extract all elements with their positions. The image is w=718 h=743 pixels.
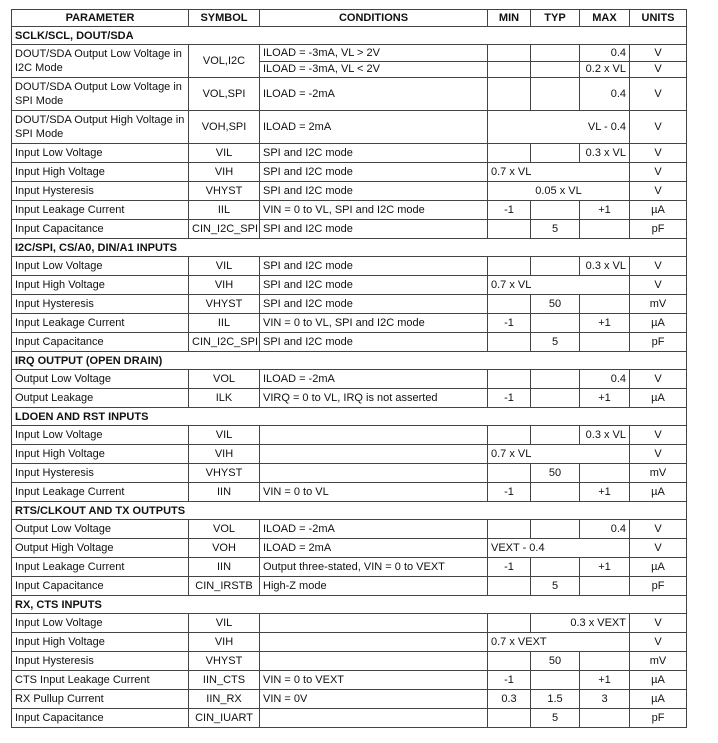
header-typ: TYP bbox=[531, 10, 580, 27]
param-cell: Input Capacitance bbox=[12, 709, 189, 728]
units-cell: V bbox=[630, 182, 687, 201]
header-max: MAX bbox=[580, 10, 630, 27]
conditions-cell: SPI and I2C mode bbox=[260, 220, 488, 239]
min-cell bbox=[488, 144, 531, 163]
min-cell bbox=[488, 426, 531, 445]
param-cell: Input Hysteresis bbox=[12, 652, 189, 671]
units-cell: V bbox=[630, 633, 687, 652]
min-cell: 0.7 x VL bbox=[488, 445, 630, 464]
min-cell bbox=[488, 520, 531, 539]
symbol-cell: CIN_I2C_SPI bbox=[189, 220, 260, 239]
header-min: MIN bbox=[488, 10, 531, 27]
max-cell: 0.3 x VL bbox=[580, 144, 630, 163]
units-cell: µA bbox=[630, 690, 687, 709]
units-cell: mV bbox=[630, 652, 687, 671]
symbol-cell: VIL bbox=[189, 257, 260, 276]
param-cell: Input Hysteresis bbox=[12, 295, 189, 314]
param-cell: Output Low Voltage bbox=[12, 520, 189, 539]
typ-cell bbox=[531, 389, 580, 408]
typ-cell bbox=[531, 314, 580, 333]
conditions-cell: SPI and I2C mode bbox=[260, 182, 488, 201]
typ-cell: 0.05 x VL bbox=[488, 182, 630, 201]
max-cell bbox=[580, 577, 630, 596]
symbol-cell: CIN_IRSTB bbox=[189, 577, 260, 596]
conditions-cell: Output three-stated, VIN = 0 to VEXT bbox=[260, 558, 488, 577]
header-parameter: PARAMETER bbox=[12, 10, 189, 27]
symbol-cell: IIL bbox=[189, 201, 260, 220]
symbol-cell: IIL bbox=[189, 314, 260, 333]
max-cell: 0.4 bbox=[580, 520, 630, 539]
conditions-cell: High-Z mode bbox=[260, 577, 488, 596]
symbol-cell: VOH bbox=[189, 539, 260, 558]
typ-cell bbox=[531, 78, 580, 111]
param-cell: Input Low Voltage bbox=[12, 144, 189, 163]
param-cell: Output Low Voltage bbox=[12, 370, 189, 389]
electrical-characteristics-table bbox=[11, 9, 687, 728]
symbol-cell: VIL bbox=[189, 614, 260, 633]
symbol-cell: CIN_I2C_SPI bbox=[189, 333, 260, 352]
max-cell bbox=[580, 652, 630, 671]
units-cell: µA bbox=[630, 671, 687, 690]
min-cell bbox=[488, 257, 531, 276]
units-cell: pF bbox=[630, 577, 687, 596]
typ-cell bbox=[531, 201, 580, 220]
symbol-cell: VIH bbox=[189, 276, 260, 295]
max-cell bbox=[580, 709, 630, 728]
min-cell: -1 bbox=[488, 671, 531, 690]
min-cell bbox=[488, 709, 531, 728]
max-cell: 0.4 bbox=[580, 45, 630, 62]
units-cell: V bbox=[630, 45, 687, 62]
min-cell bbox=[488, 61, 531, 78]
param-cell: Input Leakage Current bbox=[12, 201, 189, 220]
section-header: RX, CTS INPUTS bbox=[12, 596, 687, 614]
units-cell: µA bbox=[630, 558, 687, 577]
symbol-cell: VHYST bbox=[189, 464, 260, 483]
symbol-cell: VOH,SPI bbox=[189, 111, 260, 144]
typ-cell: 1.5 bbox=[531, 690, 580, 709]
units-cell: pF bbox=[630, 709, 687, 728]
param-cell: Input High Voltage bbox=[12, 633, 189, 652]
max-cell: 0.2 x VL bbox=[580, 61, 630, 78]
param-cell: Input Hysteresis bbox=[12, 464, 189, 483]
header-row bbox=[12, 10, 687, 27]
param-cell: Output High Voltage bbox=[12, 539, 189, 558]
conditions-cell: ILOAD = 2mA bbox=[260, 539, 488, 558]
symbol-cell: ILK bbox=[189, 389, 260, 408]
param-cell: Input Capacitance bbox=[12, 577, 189, 596]
min-cell: VL - 0.4 bbox=[488, 111, 630, 144]
min-cell: -1 bbox=[488, 389, 531, 408]
min-cell: VEXT - 0.4 bbox=[488, 539, 630, 558]
param-cell: DOUT/SDA Output High Voltage in SPI Mode bbox=[12, 111, 189, 144]
symbol-cell: IIN_RX bbox=[189, 690, 260, 709]
min-cell: 0.7 x VL bbox=[488, 163, 630, 182]
conditions-cell: ILOAD = -2mA bbox=[260, 370, 488, 389]
symbol-cell: VHYST bbox=[189, 182, 260, 201]
units-cell: mV bbox=[630, 464, 687, 483]
max-cell: +1 bbox=[580, 201, 630, 220]
conditions-cell bbox=[260, 445, 488, 464]
typ-cell: 5 bbox=[531, 220, 580, 239]
conditions-cell: VIN = 0 to VL, SPI and I2C mode bbox=[260, 201, 488, 220]
units-cell: V bbox=[630, 144, 687, 163]
units-cell: V bbox=[630, 426, 687, 445]
min-cell bbox=[488, 614, 531, 633]
conditions-cell: SPI and I2C mode bbox=[260, 163, 488, 182]
units-cell: V bbox=[630, 539, 687, 558]
units-cell: V bbox=[630, 163, 687, 182]
units-cell: µA bbox=[630, 314, 687, 333]
min-cell: -1 bbox=[488, 483, 531, 502]
param-cell: Input Low Voltage bbox=[12, 614, 189, 633]
max-cell: 0.3 x VL bbox=[580, 257, 630, 276]
param-cell: Input Leakage Current bbox=[12, 558, 189, 577]
min-cell bbox=[488, 464, 531, 483]
typ-cell bbox=[531, 144, 580, 163]
typ-cell bbox=[531, 61, 580, 78]
param-cell: Input Capacitance bbox=[12, 220, 189, 239]
typ-cell bbox=[531, 45, 580, 62]
param-cell: Input Leakage Current bbox=[12, 314, 189, 333]
units-cell: pF bbox=[630, 333, 687, 352]
units-cell: V bbox=[630, 614, 687, 633]
min-cell bbox=[488, 333, 531, 352]
units-cell: V bbox=[630, 370, 687, 389]
max-cell: +1 bbox=[580, 483, 630, 502]
min-cell bbox=[488, 652, 531, 671]
symbol-cell: VIH bbox=[189, 163, 260, 182]
units-cell: µA bbox=[630, 389, 687, 408]
min-cell bbox=[488, 78, 531, 111]
symbol-cell: VOL,I2C bbox=[189, 45, 260, 78]
header-symbol: SYMBOL bbox=[189, 10, 260, 27]
conditions-cell bbox=[260, 709, 488, 728]
max-cell: 3 bbox=[580, 690, 630, 709]
param-cell: Input Hysteresis bbox=[12, 182, 189, 201]
units-cell: V bbox=[630, 257, 687, 276]
conditions-cell bbox=[260, 426, 488, 445]
min-cell: -1 bbox=[488, 558, 531, 577]
conditions-cell: ILOAD = -2mA bbox=[260, 78, 488, 111]
typ-cell bbox=[531, 520, 580, 539]
min-cell: -1 bbox=[488, 201, 531, 220]
conditions-cell bbox=[260, 652, 488, 671]
max-cell: +1 bbox=[580, 671, 630, 690]
symbol-cell: VOL bbox=[189, 520, 260, 539]
max-cell: 0.4 bbox=[580, 78, 630, 111]
typ-cell bbox=[531, 483, 580, 502]
max-cell bbox=[580, 295, 630, 314]
param-cell: Input High Voltage bbox=[12, 276, 189, 295]
section-header: IRQ OUTPUT (OPEN DRAIN) bbox=[12, 352, 687, 370]
units-cell: V bbox=[630, 445, 687, 464]
typ-cell: 5 bbox=[531, 709, 580, 728]
conditions-cell: SPI and I2C mode bbox=[260, 295, 488, 314]
symbol-cell: VHYST bbox=[189, 295, 260, 314]
conditions-cell: ILOAD = -3mA, VL > 2V bbox=[260, 45, 488, 62]
header-units: UNITS bbox=[630, 10, 687, 27]
min-cell: 0.3 bbox=[488, 690, 531, 709]
param-cell: DOUT/SDA Output Low Voltage in I2C Mode bbox=[12, 45, 189, 78]
param-cell: Input Leakage Current bbox=[12, 483, 189, 502]
min-cell: 0.7 x VEXT bbox=[488, 633, 630, 652]
conditions-cell: VIN = 0 to VL, SPI and I2C mode bbox=[260, 314, 488, 333]
symbol-cell: IIN bbox=[189, 483, 260, 502]
symbol-cell: VHYST bbox=[189, 652, 260, 671]
param-cell: Input Low Voltage bbox=[12, 426, 189, 445]
max-cell: 0.4 bbox=[580, 370, 630, 389]
max-cell: 0.3 x VEXT bbox=[531, 614, 630, 633]
conditions-cell: SPI and I2C mode bbox=[260, 276, 488, 295]
symbol-cell: VIL bbox=[189, 144, 260, 163]
typ-cell: 5 bbox=[531, 333, 580, 352]
conditions-cell: SPI and I2C mode bbox=[260, 144, 488, 163]
conditions-cell bbox=[260, 464, 488, 483]
max-cell: +1 bbox=[580, 389, 630, 408]
max-cell: +1 bbox=[580, 558, 630, 577]
symbol-cell: VOL bbox=[189, 370, 260, 389]
typ-cell: 50 bbox=[531, 652, 580, 671]
max-cell bbox=[580, 333, 630, 352]
conditions-cell: ILOAD = -2mA bbox=[260, 520, 488, 539]
conditions-cell bbox=[260, 614, 488, 633]
param-cell: Output Leakage bbox=[12, 389, 189, 408]
conditions-cell: SPI and I2C mode bbox=[260, 333, 488, 352]
units-cell: µA bbox=[630, 201, 687, 220]
typ-cell: 5 bbox=[531, 577, 580, 596]
conditions-cell: ILOAD = -3mA, VL < 2V bbox=[260, 61, 488, 78]
min-cell bbox=[488, 45, 531, 62]
param-cell: Input Low Voltage bbox=[12, 257, 189, 276]
units-cell: V bbox=[630, 78, 687, 111]
units-cell: V bbox=[630, 520, 687, 539]
symbol-cell: IIN_CTS bbox=[189, 671, 260, 690]
conditions-cell: ILOAD = 2mA bbox=[260, 111, 488, 144]
units-cell: µA bbox=[630, 483, 687, 502]
min-cell bbox=[488, 577, 531, 596]
section-header: I2C/SPI, CS/A0, DIN/A1 INPUTS bbox=[12, 239, 687, 257]
min-cell bbox=[488, 220, 531, 239]
typ-cell bbox=[531, 558, 580, 577]
max-cell: 0.3 x VL bbox=[580, 426, 630, 445]
max-cell bbox=[580, 464, 630, 483]
conditions-cell bbox=[260, 633, 488, 652]
min-cell bbox=[488, 295, 531, 314]
units-cell: pF bbox=[630, 220, 687, 239]
param-cell: Input High Voltage bbox=[12, 163, 189, 182]
header-conditions: CONDITIONS bbox=[260, 10, 488, 27]
conditions-cell: VIRQ = 0 to VL, IRQ is not asserted bbox=[260, 389, 488, 408]
symbol-cell: VOL,SPI bbox=[189, 78, 260, 111]
conditions-cell: VIN = 0 to VEXT bbox=[260, 671, 488, 690]
param-cell: Input High Voltage bbox=[12, 445, 189, 464]
units-cell: V bbox=[630, 61, 687, 78]
section-header: RTS/CLKOUT AND TX OUTPUTS bbox=[12, 502, 687, 520]
symbol-cell: CIN_IUART bbox=[189, 709, 260, 728]
param-cell: Input Capacitance bbox=[12, 333, 189, 352]
typ-cell: 50 bbox=[531, 464, 580, 483]
conditions-cell: VIN = 0V bbox=[260, 690, 488, 709]
param-cell: CTS Input Leakage Current bbox=[12, 671, 189, 690]
typ-cell bbox=[531, 671, 580, 690]
min-cell: 0.7 x VL bbox=[488, 276, 630, 295]
section-header: SCLK/SCL, DOUT/SDA bbox=[12, 27, 687, 45]
symbol-cell: IIN bbox=[189, 558, 260, 577]
typ-cell bbox=[531, 257, 580, 276]
conditions-cell: VIN = 0 to VL bbox=[260, 483, 488, 502]
min-cell bbox=[488, 370, 531, 389]
max-cell: +1 bbox=[580, 314, 630, 333]
max-cell bbox=[580, 220, 630, 239]
symbol-cell: VIH bbox=[189, 633, 260, 652]
symbol-cell: VIL bbox=[189, 426, 260, 445]
units-cell: V bbox=[630, 276, 687, 295]
typ-cell bbox=[531, 426, 580, 445]
typ-cell: 50 bbox=[531, 295, 580, 314]
units-cell: V bbox=[630, 111, 687, 144]
min-cell: -1 bbox=[488, 314, 531, 333]
units-cell: mV bbox=[630, 295, 687, 314]
symbol-cell: VIH bbox=[189, 445, 260, 464]
conditions-cell: SPI and I2C mode bbox=[260, 257, 488, 276]
param-cell: RX Pullup Current bbox=[12, 690, 189, 709]
typ-cell bbox=[531, 370, 580, 389]
section-header: LDOEN AND RST INPUTS bbox=[12, 408, 687, 426]
param-cell: DOUT/SDA Output Low Voltage in SPI Mode bbox=[12, 78, 189, 111]
